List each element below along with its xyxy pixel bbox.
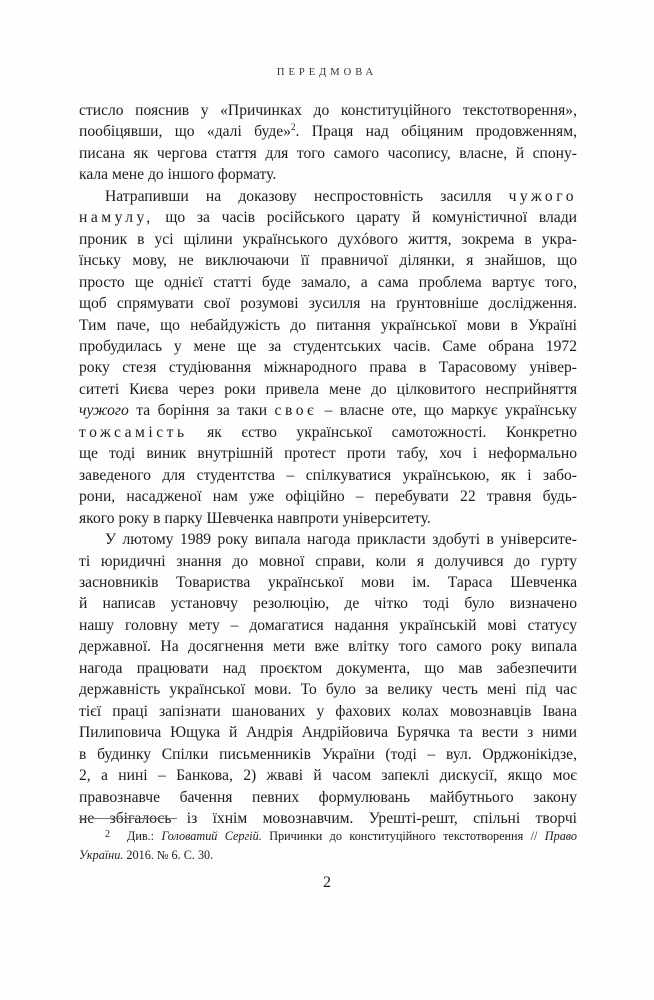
footnote-title: Причинки до конституційного текстотворення // [269,829,538,843]
spaced-word: тожсамість [79,423,188,441]
text-line: рони, насадженої нам уже офіційно – перебувати 22 травня будь- [79,488,577,506]
footnote-number: 2 [105,829,110,840]
text-span: що за часів російського царату й комуністичної влади [165,209,577,227]
text-span: Натрапивши на доказову неспростовність засилля [105,187,492,205]
text-line: ще тоді виник внутрішній протест проти табу, хоч і неформально [79,445,577,463]
spaced-word: своє [274,402,318,420]
text-line: тієї праці запізнати шанованих у фахових колах мовознавців Івана [79,702,577,720]
page-number: 2 [323,874,331,891]
footnote-details: 2016. № 6. С. 30. [126,848,214,862]
footnote [79,825,577,865]
text-line: 2, а нині – Банкова, 2) жваві й часом запеклі дискусії, якщо моє [79,767,577,785]
spaced-word: намулу, [79,209,154,227]
footnote-prefix: Див.: [127,829,155,843]
text-line: державність української мови. То було за велику честь мені під час [79,681,577,699]
text-line [79,121,577,142]
footnote-journal: Право України. [79,829,578,862]
text-line [79,207,577,228]
footnote-ref: 2 [291,122,296,133]
text-line: кала мене до іншого формату. [79,166,277,184]
text-span: – власне оте, що маркує українську [324,402,577,420]
text-line: Пилиповича Ющука й Андрія Андрійовича Бурячка та вести з ними [79,724,577,742]
text-span: пообіцявши, що «далі буде» [79,123,291,141]
text-line: ситеті Києва через роки привела мене до цілковитого несприйняття [79,380,577,398]
running-header: ПЕРЕДМОВА [276,67,378,78]
text-line: нашу головну мету – домагатися надання українській мові статусу [79,616,577,634]
paragraph-3 [79,529,577,829]
text-line: Тим паче, що небайдужість до питання української мови в Україні [79,316,577,334]
text-line: стисло пояснив у «Причинках до конституційного текстотворення», [79,102,577,119]
text-line: заведеного для студентства – спілкуватися українською, як і забо- [79,466,577,484]
text-line [79,400,577,421]
text-line: й написав установчу резолюцію, де чітко тоді було визначено [79,595,577,613]
text-line: року стезя студіювання міжнародного права в Тарасовому універ- [79,359,577,377]
italic-word: чужого [79,402,129,420]
footnote-divider [79,818,177,819]
text-line: щоб спрямувати свої розумові зусилля на ґрунтовніше дослідження. [79,295,577,313]
text-line: їнську мову, не виключаючи її правничої ділянки, я знайшов, що [79,252,577,270]
text-line: якого року в парку Шевченка навпроти університету. [79,509,431,527]
text-line: просто ще однієї статті буде замало, а сама проблема вартує того, [79,273,577,291]
text-line: писана як чергова стаття для того самого часопису, власне, й спону- [79,144,577,162]
text-line: в будинку Спілки письменників України (тоді – вул. Орджонікідзе, [79,745,577,763]
text-line [79,422,577,443]
text-span: . Праця над обіцяним продовженням, [295,123,577,141]
text-line: У лютому 1989 року випала нагода прикласти здобуті в університе- [105,531,577,549]
text-line: правознавче бачення певних формулювань майбутнього закону [79,788,577,806]
text-line [79,186,577,207]
text-line: ті юридичні знання до мовної справи, коли я долучився до гурту [79,552,577,570]
text-line: нагода працювати над проєктом документа, що мав забезпечити [79,659,577,677]
text-span: як єство української самотожності. Конкретно [207,423,577,441]
text-line: пробудилась у мене ще за студентських часів. Саме обрана 1972 [79,337,577,355]
paragraph-1 [79,100,577,186]
footnote-author: Головатий Сергій. [161,829,262,843]
text-line: проник в усі щілини українського духóвого життя, зокрема в укра- [79,230,577,248]
spaced-word: чужого [508,187,577,205]
body-text [79,100,577,829]
text-line: не збігалось із їхнім мовознавчим. Урешті-решт, спільні творчі [79,809,577,827]
text-line: державної. На досягнення мети вже влітку того самого року випала [79,638,577,656]
text-span: та боріння за таки [136,402,268,420]
text-line: засновників Товариства української мови ім. Тараса Шевченка [79,573,577,591]
paragraph-2 [79,186,577,529]
